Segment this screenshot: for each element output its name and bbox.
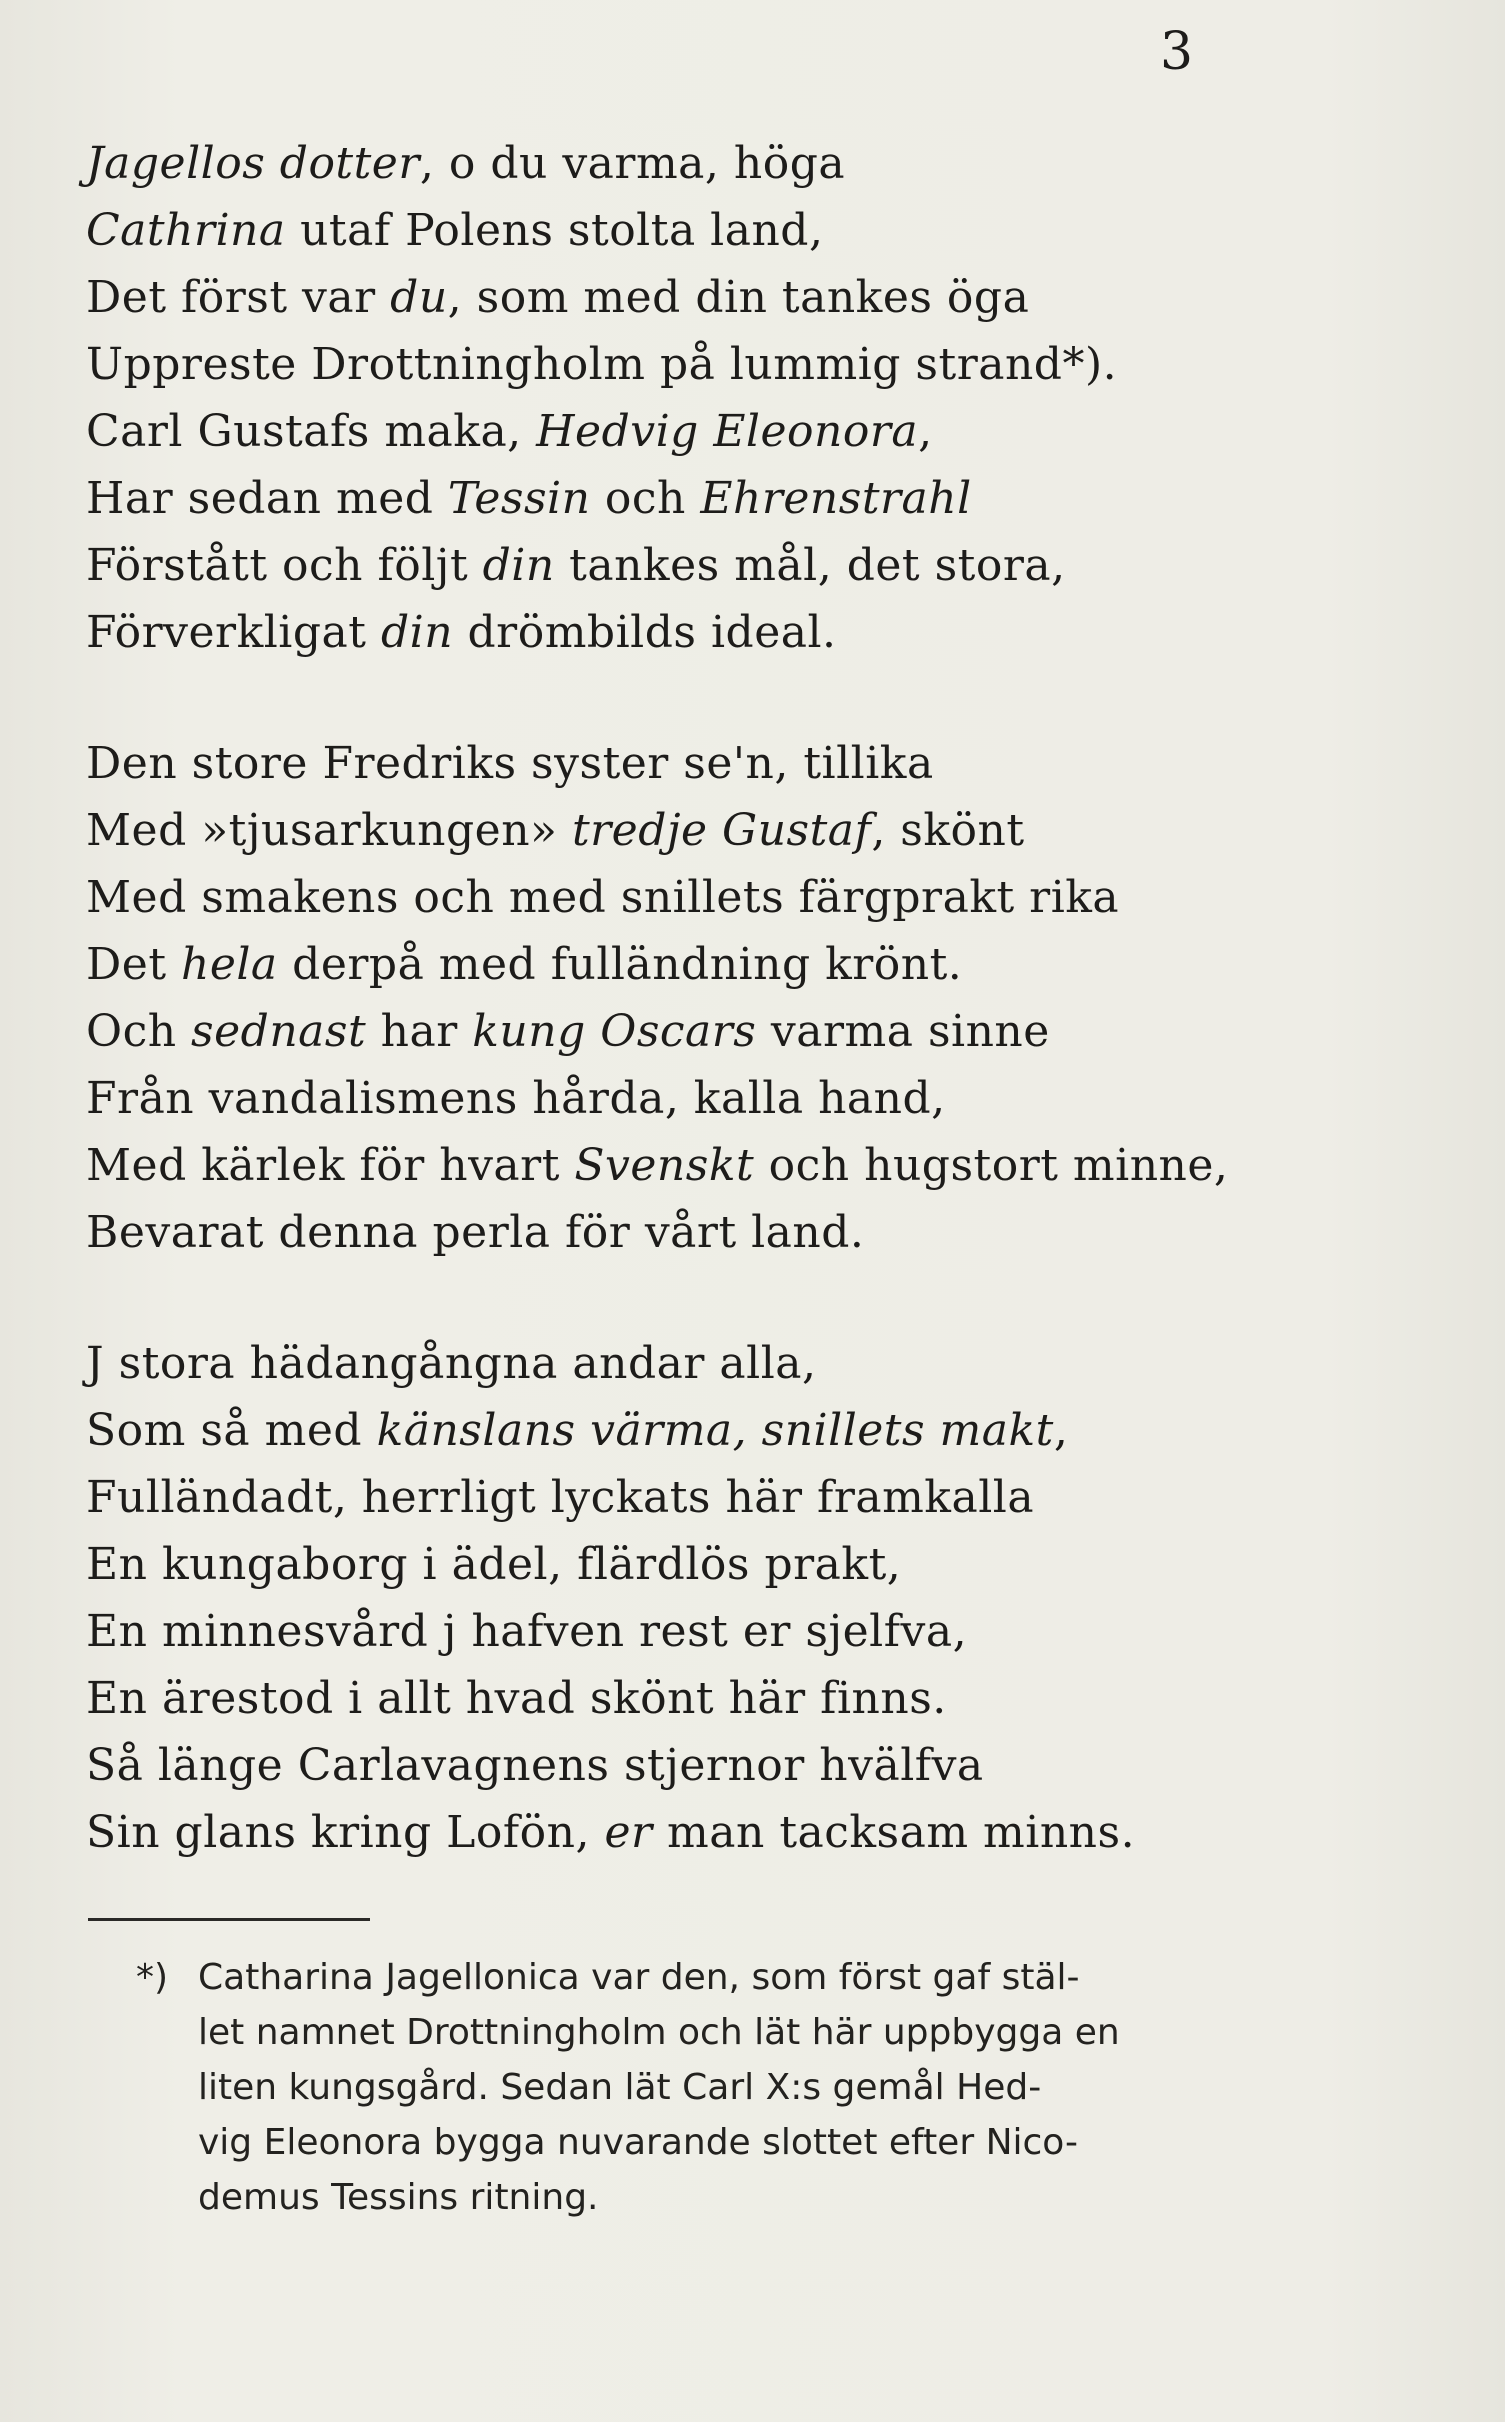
poem-line bbox=[86, 1665, 1426, 1732]
poem-italic-text: din bbox=[380, 607, 454, 658]
poem-line bbox=[86, 599, 1426, 666]
poem-text: drömbilds ideal. bbox=[453, 607, 837, 658]
poem-italic-text: kung Oscars bbox=[472, 1006, 757, 1057]
poem-line bbox=[86, 730, 1426, 797]
poem-text: Det bbox=[86, 939, 181, 990]
footnote-line-1 bbox=[136, 1950, 1286, 2005]
poem-line bbox=[86, 1397, 1426, 1464]
poem-text: , o du varma, höga bbox=[419, 138, 846, 189]
poem-line bbox=[86, 398, 1426, 465]
poem-text: , skönt bbox=[871, 805, 1025, 856]
stanza-3 bbox=[86, 1330, 1426, 1866]
poem-line bbox=[86, 1132, 1426, 1199]
poem-text: Förstått och följt bbox=[86, 540, 483, 591]
poem-text: En kungaborg i ädel, flärdlös prakt, bbox=[86, 1539, 902, 1590]
footnote-divider bbox=[88, 1918, 370, 1921]
poem-line bbox=[86, 864, 1426, 931]
poem-line bbox=[86, 998, 1426, 1065]
poem-text: Bevarat denna perla för vårt land. bbox=[86, 1207, 865, 1258]
poem-text: derpå med fulländning krönt. bbox=[277, 939, 963, 990]
poem-italic-text: Svenskt bbox=[574, 1140, 755, 1191]
poem-text: och bbox=[590, 473, 701, 524]
poem-italic-text: du bbox=[390, 272, 448, 323]
poem-line bbox=[86, 1799, 1426, 1866]
poem-line bbox=[86, 1531, 1426, 1598]
poem-line bbox=[86, 797, 1426, 864]
poem-italic-text: tredje Gustaf bbox=[571, 805, 872, 856]
poem-line bbox=[86, 1330, 1426, 1397]
poem-text: tankes mål, det stora, bbox=[554, 540, 1066, 591]
poem-text: Den store Fredriks syster se'n, tillika bbox=[86, 738, 934, 789]
stanza-1 bbox=[86, 130, 1426, 666]
poem-text: utaf Polens stolta land, bbox=[285, 205, 824, 256]
poem-line bbox=[86, 1065, 1426, 1132]
poem-text: Förverkligat bbox=[86, 607, 381, 658]
footnote-line-5: demus Tessins ritning. bbox=[198, 2177, 599, 2218]
poem-line bbox=[86, 1199, 1426, 1266]
poem-line bbox=[86, 1464, 1426, 1531]
poem-text: Med kärlek för hvart bbox=[86, 1140, 575, 1191]
poem-text: En ärestod i allt hvad skönt här finns. bbox=[86, 1673, 947, 1724]
poem-text: Som så med bbox=[86, 1405, 377, 1456]
footnote-line-2: let namnet Drottningholm och lät här uppbygga en bbox=[198, 2012, 1120, 2053]
footnote bbox=[136, 1950, 1286, 2225]
footnote-line-3: liten kungsgård. Sedan lät Carl X:s gemål Hed- bbox=[198, 2067, 1042, 2108]
poem-line bbox=[86, 1598, 1426, 1665]
poem-text: , bbox=[1053, 1405, 1069, 1456]
page-number: 3 bbox=[1160, 22, 1194, 82]
poem-line bbox=[86, 931, 1426, 998]
poem-text: Fulländadt, herrligt lyckats här framkalla bbox=[86, 1472, 1035, 1523]
poem-text: Har sedan med bbox=[86, 473, 448, 524]
footnote-line-4: vig Eleonora bygga nuvarande slottet efter Nico- bbox=[198, 2122, 1078, 2163]
poem-italic-text: din bbox=[482, 540, 555, 591]
poem-italic-text: Cathrina bbox=[86, 205, 286, 256]
poem-italic-text: sednast bbox=[191, 1006, 367, 1057]
footnote-text: Catharina Jagellonica var den, som först gaf stäl- bbox=[198, 1957, 1080, 1998]
poem-text: Och bbox=[86, 1006, 192, 1057]
poem-text: har bbox=[366, 1006, 473, 1057]
poem-text: varma sinne bbox=[756, 1006, 1050, 1057]
poem-line bbox=[86, 197, 1426, 264]
poem-text: och hugstort minne, bbox=[754, 1140, 1229, 1191]
poem-line bbox=[86, 532, 1426, 599]
poem-text: En minnesvård j hafven rest er sjelfva, bbox=[86, 1606, 968, 1657]
poem-text: Med »tjusarkungen» bbox=[86, 805, 572, 856]
poem-italic-text: Jagellos dotter bbox=[86, 138, 420, 189]
poem-text: Det först var bbox=[86, 272, 391, 323]
stanza-2 bbox=[86, 730, 1426, 1266]
poem-line bbox=[86, 465, 1426, 532]
poem-italic-text: hela bbox=[180, 939, 278, 990]
poem-text: Carl Gustafs maka, bbox=[86, 406, 537, 457]
poem-text: Så länge Carlavagnens stjernor hvälfva bbox=[86, 1740, 984, 1791]
poem-text: J stora hädangångna andar alla, bbox=[86, 1338, 817, 1389]
poem-italic-text: Hedvig Eleonora bbox=[536, 406, 919, 457]
poem-line bbox=[86, 130, 1426, 197]
poem-line bbox=[86, 331, 1426, 398]
poem-italic-text: känslans värma, snillets makt bbox=[376, 1405, 1054, 1456]
poem-text: , som med din tankes öga bbox=[447, 272, 1030, 323]
poem-italic-text: er bbox=[604, 1807, 653, 1858]
poem-text: Från vandalismens hårda, kalla hand, bbox=[86, 1073, 946, 1124]
poem-line bbox=[86, 1732, 1426, 1799]
poem-line bbox=[86, 264, 1426, 331]
poem-text: man tacksam minns. bbox=[652, 1807, 1136, 1858]
poem-text: , bbox=[918, 406, 933, 457]
poem-italic-text: Tessin bbox=[447, 473, 591, 524]
poem-text: Sin glans kring Lofön, bbox=[86, 1807, 605, 1858]
footnote-mark: *) bbox=[136, 1957, 169, 1998]
poem-text: Med smakens och med snillets färgprakt rika bbox=[86, 872, 1120, 923]
poem-italic-text: Ehrenstrahl bbox=[700, 473, 972, 524]
poem-text: Uppreste Drottningholm på lummig strand*). bbox=[86, 339, 1118, 390]
